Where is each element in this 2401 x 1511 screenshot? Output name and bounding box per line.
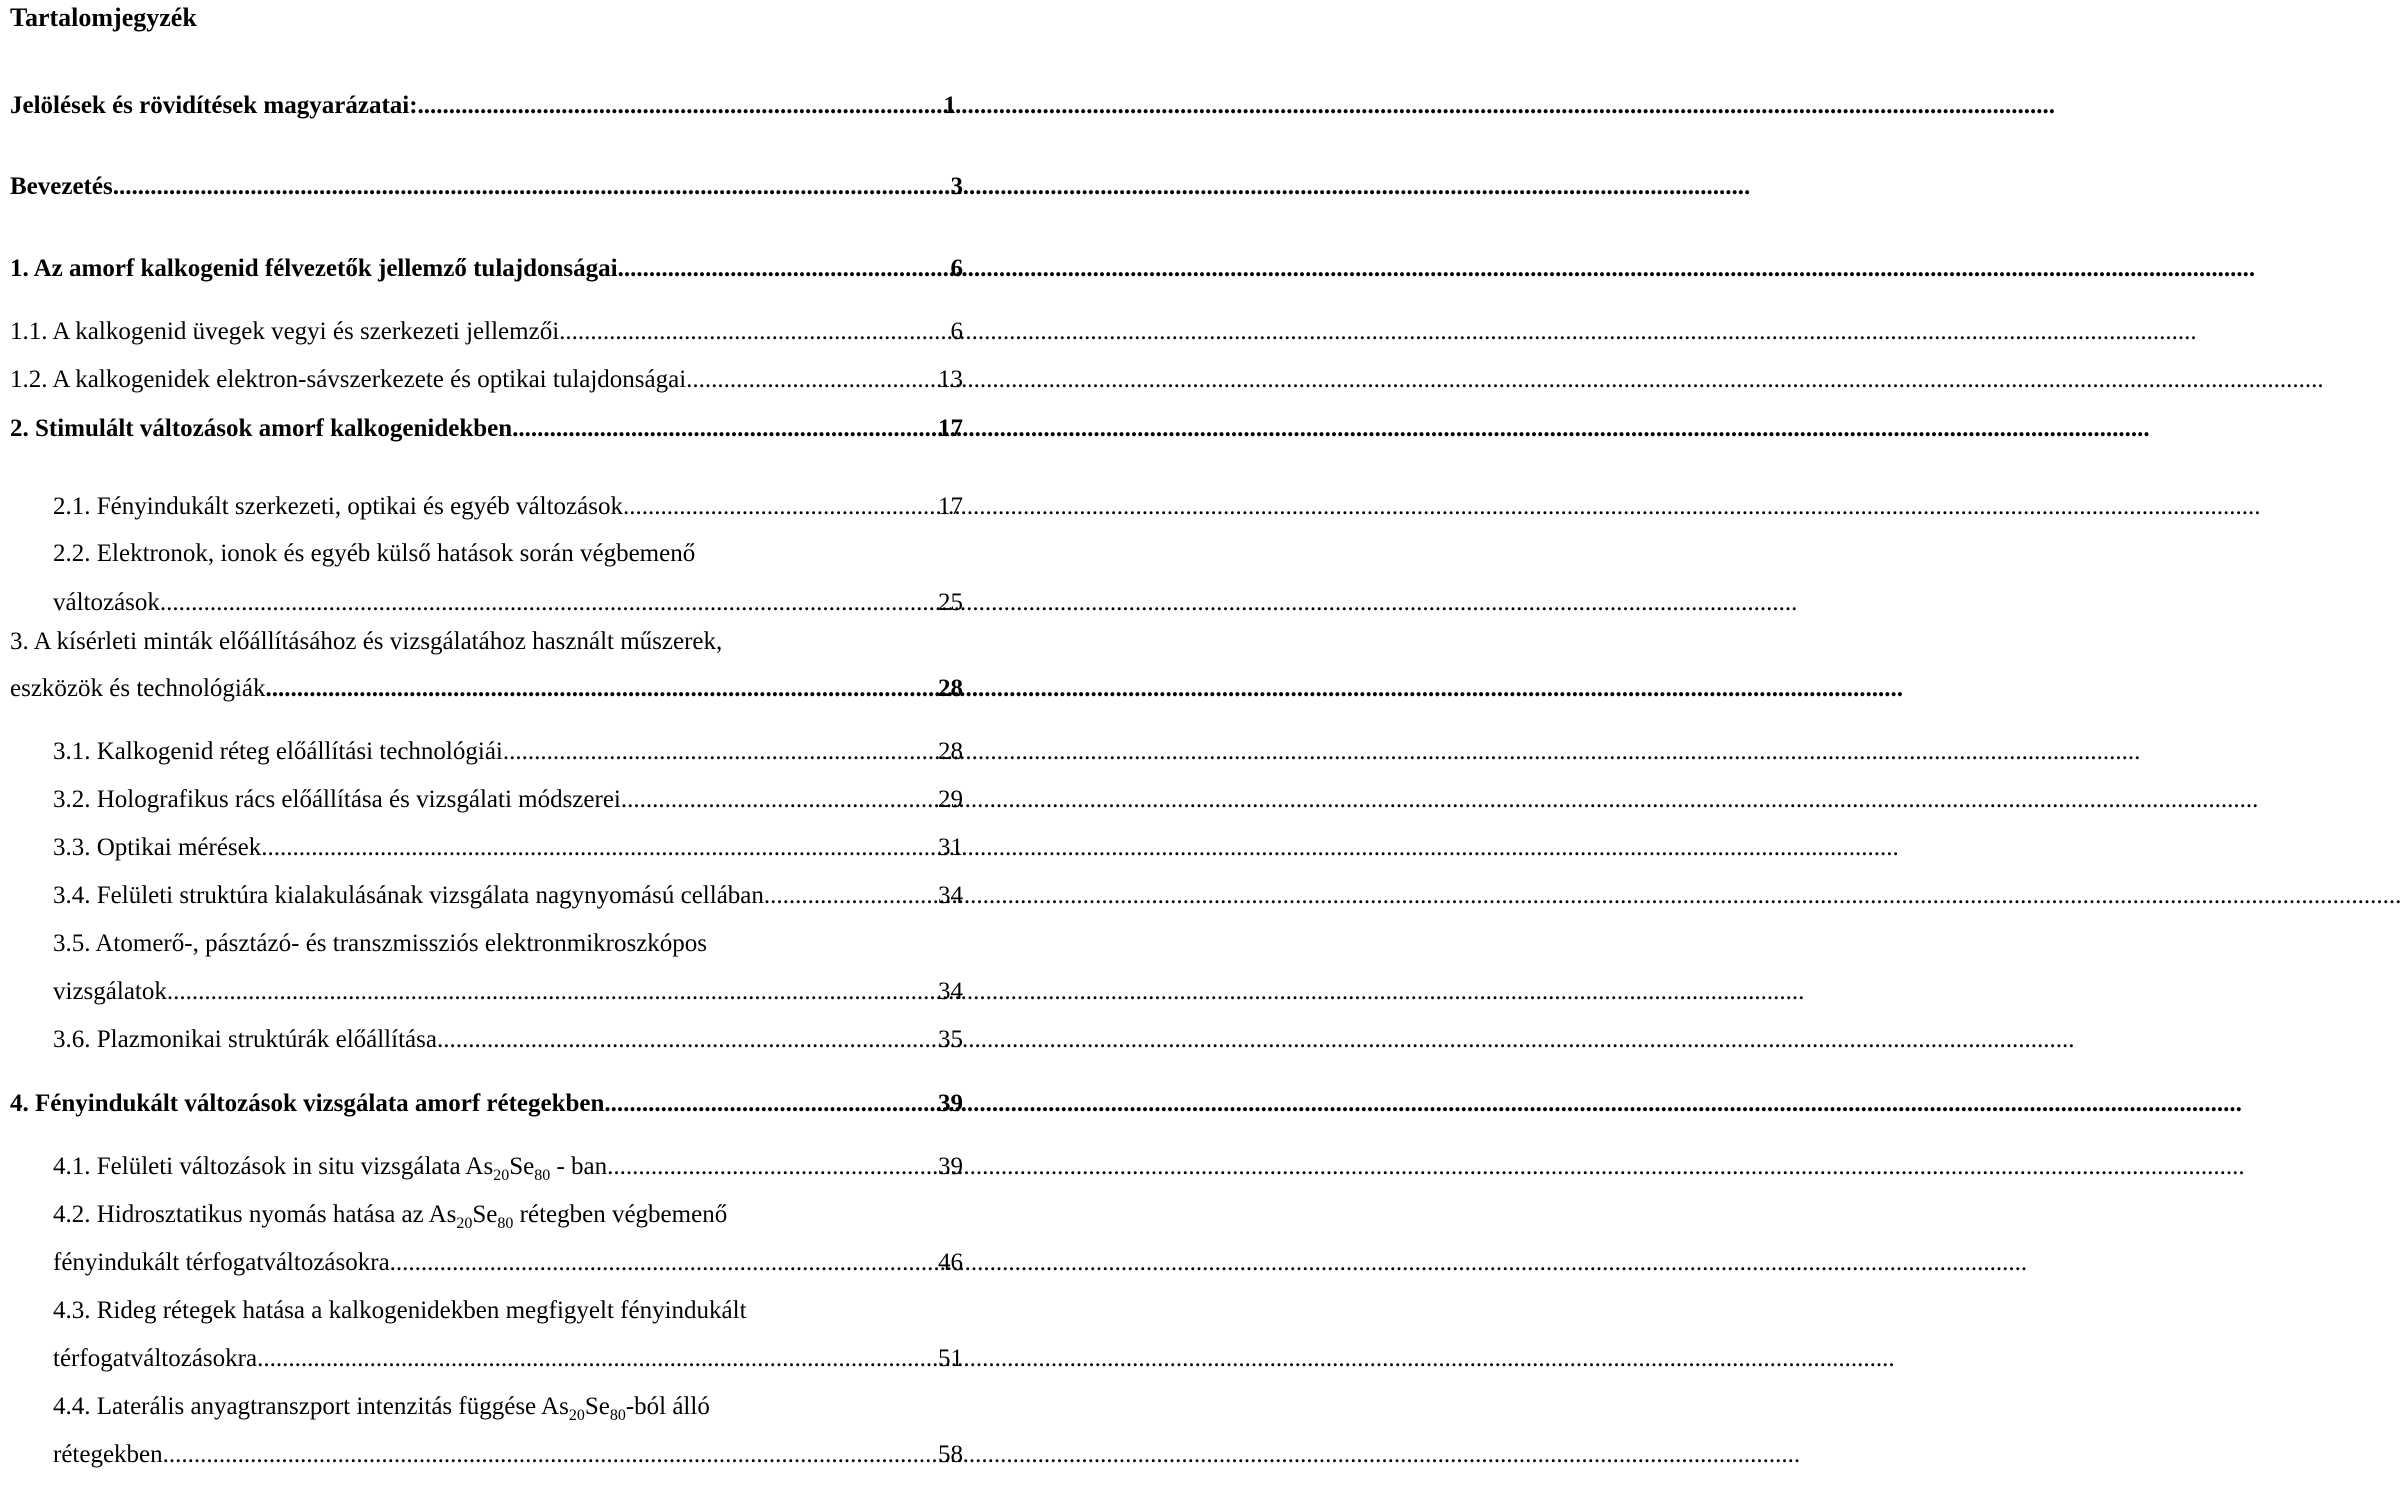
toc-entry-page: 58 bbox=[938, 1441, 963, 1468]
toc-entry-page: 34 bbox=[938, 882, 963, 909]
toc-entry-page: 35 bbox=[938, 1026, 963, 1053]
toc-entry-label: 3.6. Plazmonikai struktúrák előállítása bbox=[53, 1026, 437, 1053]
dot-leader bbox=[621, 784, 938, 816]
subscript: 20 bbox=[493, 1167, 510, 1184]
toc-entry-first-line: 4.3. Rideg rétegek hatása a kalkogenidekben megfigyelt fényindukált bbox=[53, 1297, 747, 1324]
toc-entry[interactable] bbox=[53, 587, 963, 619]
toc-entry-first-line: 2.2. Elektronok, ionok és egyéb külső hatások során végbemenő bbox=[53, 540, 696, 567]
toc-entry-label: vizsgálatok bbox=[53, 978, 167, 1005]
toc-entry-label: 2. Stimulált változások amorf kalkogenidekben bbox=[10, 415, 513, 442]
toc-entry-label-text: Se bbox=[509, 1153, 535, 1180]
toc-entry-page: 17 bbox=[938, 415, 963, 442]
toc-entry-page: 28 bbox=[938, 675, 963, 702]
toc-entry-page: 34 bbox=[938, 978, 963, 1005]
dot-leader bbox=[512, 413, 938, 445]
dot-leader bbox=[257, 1343, 938, 1375]
dot-leader bbox=[604, 1088, 938, 1120]
toc-entry-first-line: 3. A kísérleti minták előállításához és vizsgálatához használt műszerek, bbox=[10, 628, 723, 655]
toc-entry[interactable] bbox=[10, 1088, 963, 1120]
toc-entry[interactable] bbox=[53, 1024, 963, 1056]
toc-entry-label: 2.1. Fényindukált szerkezeti, optikai és egyéb változások bbox=[53, 493, 623, 520]
toc-entry[interactable] bbox=[53, 832, 963, 864]
dot-leader bbox=[503, 736, 938, 768]
toc-entry[interactable] bbox=[10, 413, 963, 445]
toc-entry-page: 25 bbox=[938, 589, 963, 616]
dot-leader bbox=[607, 1151, 938, 1183]
toc-entry-label-text: Se bbox=[472, 1201, 498, 1228]
toc-entry[interactable] bbox=[53, 880, 963, 912]
toc-entry-page: 51 bbox=[938, 1345, 963, 1372]
toc-entry[interactable] bbox=[53, 1439, 963, 1471]
toc-entry[interactable] bbox=[53, 1151, 963, 1183]
toc-entry-label: 3.1. Kalkogenid réteg előállítási technológiái bbox=[53, 738, 503, 765]
subscript: 80 bbox=[609, 1407, 626, 1424]
dot-leader bbox=[261, 832, 938, 864]
toc-entry[interactable] bbox=[10, 364, 963, 396]
toc-entry-label: térfogatváltozásokra bbox=[53, 1345, 258, 1372]
toc-entry-label: 1.1. A kalkogenid üvegek vegyi és szerkezeti jellemzői bbox=[10, 318, 560, 345]
toc-entry-label-text: 4.4. Laterális anyagtranszport intenzitás függése As bbox=[53, 1393, 569, 1420]
subscript: 80 bbox=[497, 1215, 514, 1232]
toc-entry-page: 39 bbox=[938, 1153, 963, 1180]
dot-leader bbox=[167, 976, 938, 1008]
toc-entry[interactable] bbox=[53, 976, 963, 1008]
toc-entry-label: 3.3. Optikai mérések bbox=[53, 834, 262, 861]
subscript: 20 bbox=[456, 1215, 473, 1232]
toc-entry-label-text: 4.2. Hidrosztatikus nyomás hatása az As bbox=[53, 1201, 457, 1228]
toc-entry-label-text: rétegben végbemenő bbox=[513, 1201, 728, 1228]
table-of-contents bbox=[0, 0, 963, 1511]
toc-entry-label-text: - ban bbox=[550, 1153, 608, 1180]
toc-entry[interactable] bbox=[10, 171, 963, 203]
toc-entry-label-text: 4.1. Felületi változások in situ vizsgálata As bbox=[53, 1153, 494, 1180]
toc-entry-page: 1 bbox=[943, 92, 956, 119]
dot-leader bbox=[623, 491, 938, 523]
toc-entry-label: 3.4. Felületi struktúra kialakulásának vizsgálata nagynyomású cellában bbox=[53, 882, 764, 909]
toc-entry-page: 3 bbox=[950, 173, 963, 200]
toc-entry-page: 17 bbox=[938, 493, 963, 520]
toc-entry-page: 46 bbox=[938, 1249, 963, 1276]
toc-entry-label: 4. Fényindukált változások vizsgálata amorf rétegekben bbox=[10, 1090, 605, 1117]
toc-entry[interactable] bbox=[53, 784, 963, 816]
toc-entry[interactable] bbox=[53, 1247, 963, 1279]
dot-leader bbox=[618, 253, 951, 285]
toc-entry-page: 39 bbox=[938, 1090, 963, 1117]
toc-entry-page: 6 bbox=[950, 318, 963, 345]
toc-entry-label: rétegekben bbox=[53, 1441, 163, 1468]
toc-entry-page: 13 bbox=[938, 366, 963, 393]
dot-leader bbox=[559, 316, 950, 348]
dot-leader bbox=[418, 90, 944, 122]
toc-entry-label: Bevezetés bbox=[10, 173, 113, 200]
toc-entry-label: 1. Az amorf kalkogenid félvezetők jellemző tulajdonságai bbox=[10, 255, 618, 282]
toc-entry-label: 1.2. A kalkogenidek elektron-sávszerkezete és optikai tulajdonságai bbox=[10, 366, 687, 393]
toc-entry-first-line: 3.5. Atomerő-, pásztázó- és transzmissziós elektronmikroszkópos bbox=[53, 930, 708, 957]
toc-entry-label: fényindukált térfogatváltozásokra bbox=[53, 1249, 390, 1276]
toc-entry[interactable] bbox=[10, 673, 963, 705]
toc-entry-page: 6 bbox=[950, 255, 963, 282]
page-title: Tartalomjegyzék bbox=[10, 3, 197, 32]
dot-leader bbox=[163, 1439, 938, 1471]
toc-entry-label bbox=[53, 1151, 607, 1183]
toc-entry-label-text: -ból álló bbox=[625, 1393, 710, 1420]
toc-entry-label-text: Se bbox=[584, 1393, 610, 1420]
dot-leader bbox=[686, 364, 938, 396]
dot-leader bbox=[437, 1024, 938, 1056]
toc-entry-label: Jelölések és rövidítések magyarázatai: bbox=[10, 92, 418, 119]
toc-entry-page: 29 bbox=[938, 786, 963, 813]
dot-leader bbox=[764, 880, 938, 912]
toc-entry-page: 28 bbox=[938, 738, 963, 765]
toc-entry-label: 3.2. Holografikus rács előállítása és vizsgálati módszerei bbox=[53, 786, 621, 813]
toc-entry[interactable] bbox=[53, 736, 963, 768]
toc-entry-first-line bbox=[53, 1391, 710, 1423]
toc-entry-first-line bbox=[53, 1199, 727, 1231]
toc-entry-label: változások bbox=[53, 589, 160, 616]
toc-entry-page: 31 bbox=[938, 834, 963, 861]
dot-leader bbox=[390, 1247, 938, 1279]
toc-entry[interactable] bbox=[10, 90, 956, 122]
toc-entry[interactable] bbox=[53, 1343, 963, 1375]
subscript: 20 bbox=[568, 1407, 585, 1424]
toc-entry[interactable] bbox=[53, 491, 963, 523]
dot-leader bbox=[113, 171, 951, 203]
subscript: 80 bbox=[534, 1167, 551, 1184]
dot-leader bbox=[265, 673, 938, 705]
toc-entry-label: eszközök és technológiák bbox=[10, 675, 266, 702]
toc-entry[interactable] bbox=[10, 316, 963, 348]
dot-leader bbox=[160, 587, 938, 619]
toc-entry[interactable] bbox=[10, 253, 963, 285]
